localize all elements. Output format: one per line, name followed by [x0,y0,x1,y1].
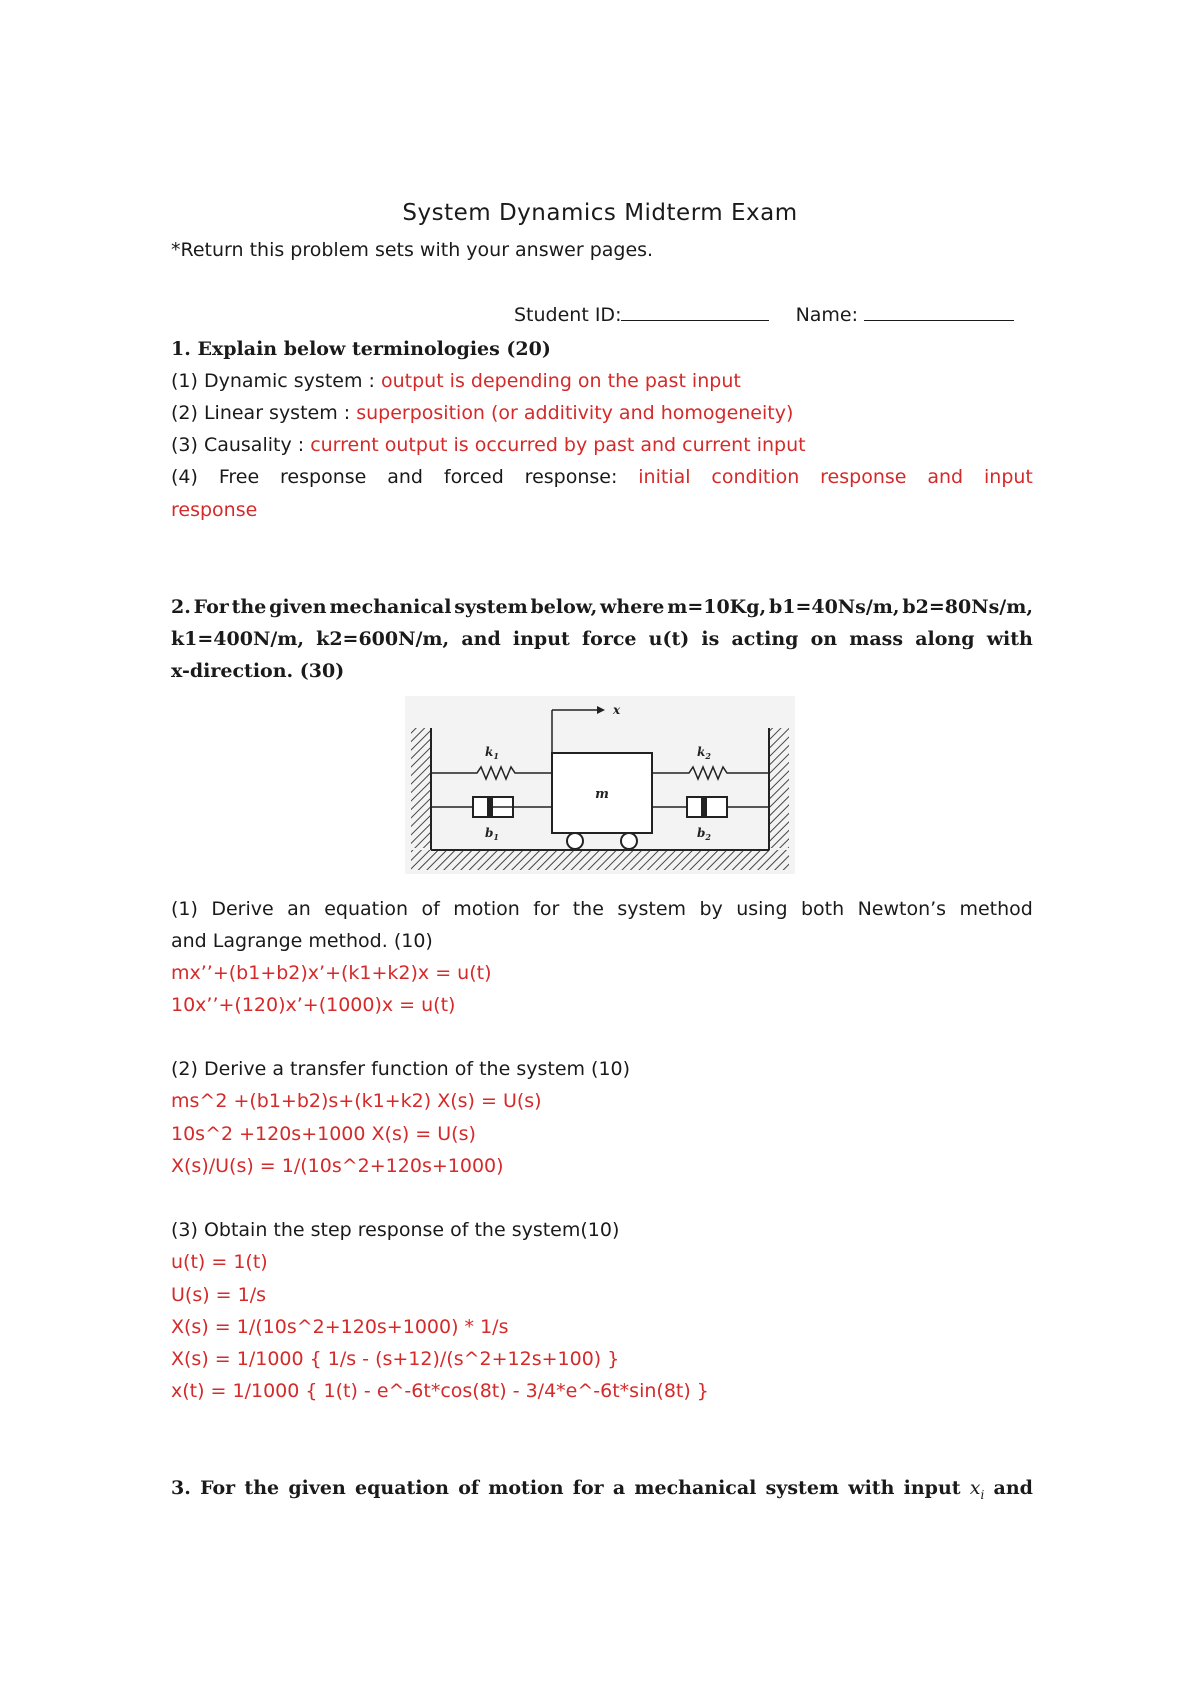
spring-k1 [431,767,552,779]
damper-b1 [431,797,552,817]
q2-p1-answer-2: 10x’’+(120)x’+(1000)x = u(t) [171,994,456,1016]
q1-answer-2: superposition (or additivity and homogeneity) [356,402,794,424]
q2-p2-answer-2: 10s^2 +120s+1000 X(s) = U(s) [171,1123,476,1145]
q2-heading-line1: 2. For the given mechanical system below, where m=10Kg, b1=40Ns/m, b2=80Ns/m, [171,596,1033,618]
q2-p1-line2: and Lagrange method. (10) [171,930,433,952]
q2-p3-question: (3) Obtain the step response of the system(10) [171,1219,620,1241]
name-label: Name: [795,304,859,326]
q2-p3-answer-3: X(s) = 1/(10s^2+120s+1000) * 1/s [171,1316,509,1338]
page-title: System Dynamics Midterm Exam [402,200,798,226]
x-label: x [613,703,621,717]
q2-p3-answer-5: x(t) = 1/1000 { 1(t) - e^-6t*cos(8t) - 3/4*e^-6t*sin(8t) } [171,1380,709,1402]
q2-p3-answer-1: u(t) = 1(t) [171,1251,268,1273]
q1-item-1: (1) Dynamic system : output is depending on the past input [171,370,741,392]
spring-k2 [652,767,769,779]
q1-item-4: (4) Free response and forced response: initial condition response and input [171,466,1033,488]
name-field[interactable] [864,302,1014,321]
b2-label: $b_2$ [697,826,711,842]
q2-p1-line1: (1) Derive an equation of motion for the system by using both Newton’s method [171,898,1033,920]
k2-label: $k_2$ [697,745,711,761]
q1-answer-4-cont: response [171,499,258,521]
q1-item-3: (3) Causality : current output is occurred by past and current input [171,434,806,456]
q2-heading-line3: x-direction. (30) [171,660,345,682]
wheel-right [621,833,637,849]
q2-heading-line2: k1=400N/m, k2=600N/m, and input force u(t) is acting on mass along with [171,628,1033,650]
b1-label: $b_1$ [485,826,499,842]
mechanical-system-diagram [405,696,795,874]
q2-p2-question: (2) Derive a transfer function of the system (10) [171,1058,631,1080]
input-symbol: $x_i$ [969,1477,985,1502]
wheel-left [567,833,583,849]
instruction-text: *Return this problem sets with your answer pages. [171,239,654,261]
q1-answer-1: output is depending on the past input [380,370,741,392]
k1-label: $k_1$ [485,745,499,761]
q2-p3-answer-4: X(s) = 1/1000 { 1/s - (s+12)/(s^2+12s+100) } [171,1348,620,1370]
q2-p2-answer-1: ms^2 +(b1+b2)s+(k1+k2) X(s) = U(s) [171,1090,542,1112]
student-id-label: Student ID: [514,304,622,326]
q3-heading: 3. For the given equation of motion for a mechanical system with input $x_i$ and [171,1476,1033,1507]
q1-item-2: (2) Linear system : superposition (or additivity and homogeneity) [171,402,794,424]
student-info [514,302,1014,326]
q2-p3-answer-2: U(s) = 1/s [171,1284,267,1306]
ground [411,850,789,870]
x-direction-arrow [552,706,605,753]
damper-b2 [652,797,769,817]
q2-p1-answer-1: mx’’+(b1+b2)x’+(k1+k2)x = u(t) [171,962,492,984]
left-wall [411,728,431,850]
mass-label: m [595,787,609,802]
student-id-field[interactable] [621,302,769,321]
q2-p2-answer-3: X(s)/U(s) = 1/(10s^2+120s+1000) [171,1155,504,1177]
right-wall [769,728,789,850]
q1-heading: 1. Explain below terminologies (20) [171,338,551,360]
q1-answer-3: current output is occurred by past and current input [310,434,806,456]
